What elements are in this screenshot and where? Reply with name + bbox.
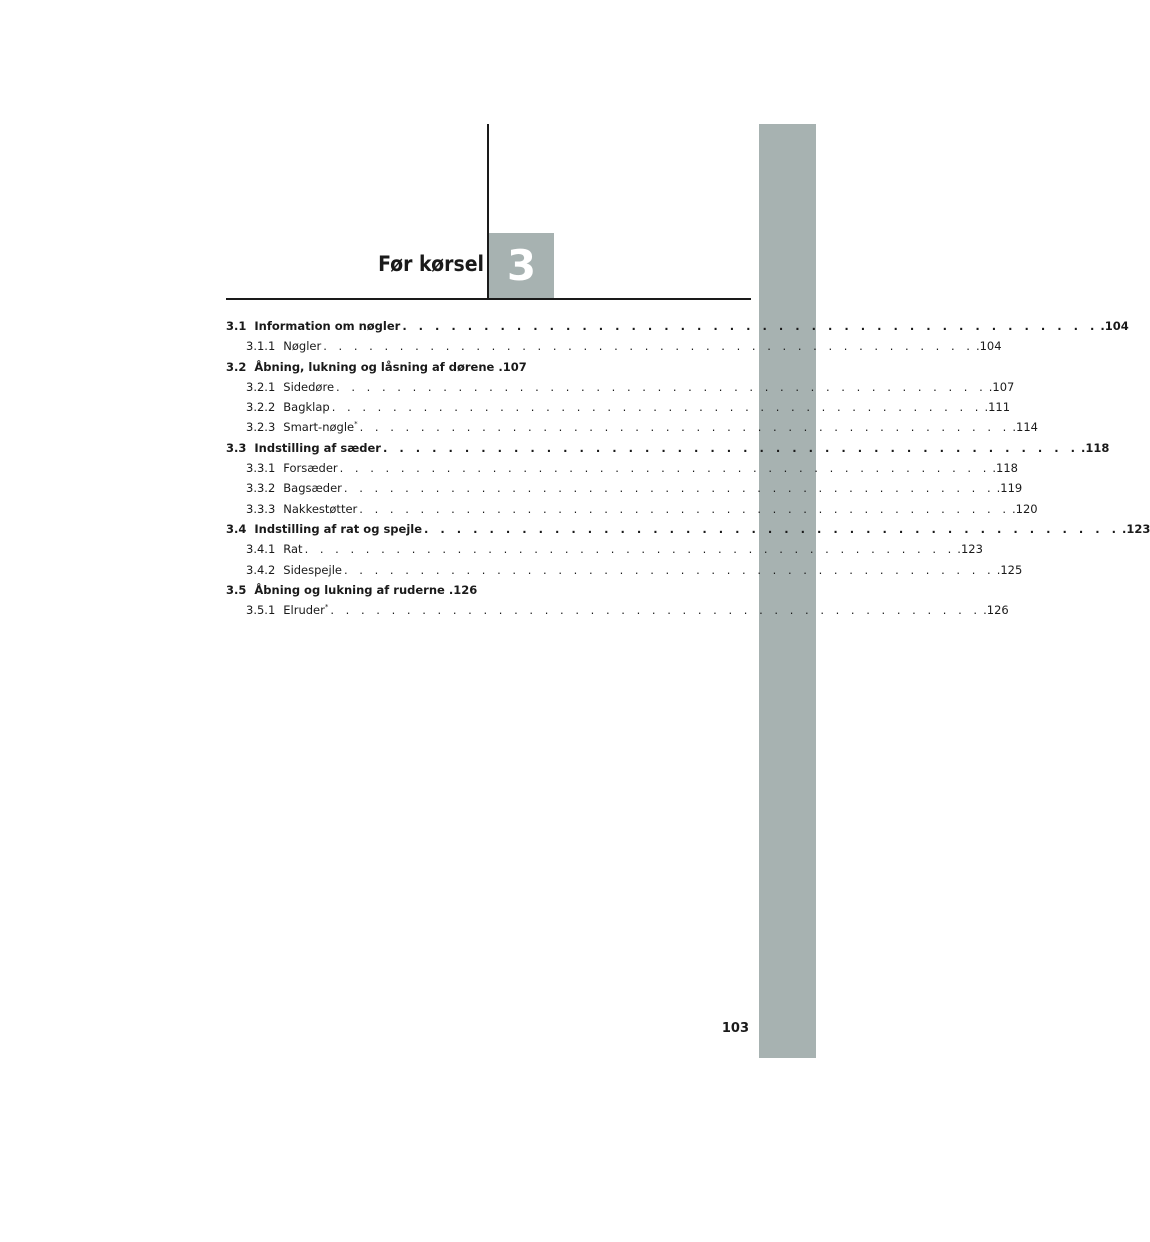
toc-entry-label-text: Indstilling af sæder <box>254 440 381 455</box>
toc-entry-page: .120 <box>1012 501 1038 516</box>
toc-entry[interactable] <box>226 521 1150 542</box>
toc-entry-number: 3.3.2 <box>246 481 276 496</box>
toc-entry[interactable] <box>226 603 1009 623</box>
toc-entry[interactable] <box>226 319 1129 339</box>
toc-entry-number: 3.2 <box>226 359 247 374</box>
toc-entry-page: .125 <box>996 562 1023 577</box>
toc-entry-number: 3.2.3 <box>246 420 276 435</box>
toc-entry-label <box>254 441 381 455</box>
toc-entry-number: 3.3.1 <box>246 461 276 476</box>
toc-entry-label <box>283 502 357 516</box>
toc-entry[interactable] <box>226 420 1038 440</box>
toc-entry-number: 3.3.3 <box>246 501 276 516</box>
toc-entry-number: 3.2.1 <box>246 379 276 394</box>
table-of-contents <box>226 319 1150 623</box>
toc-entry-label-text: Smart-nøgle <box>283 420 355 435</box>
toc-entry-label <box>254 522 422 536</box>
toc-entry-label-text: Forsæder <box>283 461 338 476</box>
toc-entry-number: 3.4 <box>226 521 247 536</box>
toc-leader-dots <box>340 461 991 475</box>
toc-entry-label <box>254 583 444 597</box>
toc-entry-number: 3.1 <box>226 319 247 333</box>
toc-entry-label-text: Sidedøre <box>283 379 335 394</box>
toc-entry[interactable] <box>226 582 478 603</box>
chapter-title: Før kørsel <box>378 252 484 276</box>
toc-entry-number: 3.1.1 <box>246 339 276 354</box>
toc-entry-label <box>254 319 400 333</box>
toc-entry[interactable] <box>226 542 983 562</box>
toc-entry-page: .111 <box>984 400 1011 415</box>
toc-entry-label <box>283 563 342 577</box>
toc-leader-dots <box>360 420 1011 434</box>
toc-entry-label <box>283 461 337 475</box>
toc-entry-page: .107 <box>988 379 1015 394</box>
toc-entry-label <box>283 603 328 617</box>
chapter-number-badge <box>489 233 554 298</box>
toc-entry-label-text: Åbning, lukning og låsning af dørene <box>254 359 495 374</box>
toc-entry-label <box>283 339 321 353</box>
toc-entry-page: .118 <box>1081 440 1110 455</box>
toc-leader-dots <box>344 563 995 577</box>
toc-leader-dots <box>305 542 956 556</box>
toc-entry-label-text: Elruder <box>283 603 325 618</box>
header-horizontal-rule <box>226 298 751 300</box>
toc-leader-dots <box>330 603 981 617</box>
toc-entry[interactable] <box>226 461 1018 481</box>
toc-entry-number: 3.5.1 <box>246 603 276 618</box>
toc-entry-label-text: Nakkestøtter <box>283 501 358 516</box>
toc-entry[interactable] <box>226 400 1011 420</box>
toc-leader-dots <box>424 522 1120 536</box>
toc-entry-label-text: Åbning og lukning af ruderne <box>254 582 445 597</box>
toc-entry-number: 3.5 <box>226 582 247 597</box>
toc-entry-page: .104 <box>1100 319 1129 333</box>
toc-entry-label <box>283 542 302 556</box>
toc-entry[interactable] <box>226 481 1023 501</box>
toc-entry-label <box>283 420 357 434</box>
toc-entry-number: 3.4.2 <box>246 562 276 577</box>
toc-entry-page: .107 <box>498 359 527 374</box>
toc-entry-number: 3.2.2 <box>246 400 276 415</box>
page-number: 103 <box>721 1021 749 1036</box>
toc-entry-page: .123 <box>957 542 983 557</box>
toc-entry-label <box>254 360 494 374</box>
chapter-number: 3 <box>506 241 537 290</box>
toc-leader-dots <box>336 380 987 394</box>
toc-entry-label-text: Bagsæder <box>283 481 342 496</box>
toc-leader-dots <box>383 441 1079 455</box>
toc-leader-dots <box>344 481 995 495</box>
toc-entry[interactable] <box>226 562 1023 583</box>
toc-leader-dots <box>323 339 974 353</box>
toc-entry-label-text: Bagklap <box>283 400 330 415</box>
toc-entry[interactable] <box>226 339 1002 359</box>
toc-leader-dots <box>359 502 1010 516</box>
toc-entry-label <box>283 400 329 414</box>
toc-entry[interactable] <box>226 440 1110 461</box>
toc-entry-label-text: Sidespejle <box>283 562 342 577</box>
toc-entry-label-text: Rat <box>283 542 303 557</box>
toc-entry-page: .118 <box>992 461 1018 476</box>
toc-leader-dots <box>402 319 1098 333</box>
toc-entry-page: .119 <box>996 481 1023 496</box>
toc-entry-label <box>283 481 342 495</box>
toc-entry-number: 3.3 <box>226 440 247 455</box>
side-chapter-tab <box>759 124 816 1058</box>
toc-entry-page: .104 <box>975 339 1002 354</box>
toc-entry-page: .126 <box>983 603 1009 618</box>
toc-entry[interactable] <box>226 379 1015 400</box>
toc-entry-label-text: Nøgler <box>283 339 322 354</box>
toc-entry-label-text: Indstilling af rat og spejle <box>254 521 423 536</box>
asterisk-marker: * <box>324 603 329 612</box>
toc-entry-page: .114 <box>1012 420 1038 435</box>
toc-entry-label <box>283 380 334 394</box>
toc-entry-label-text: Information om nøgler <box>254 319 401 333</box>
asterisk-marker: * <box>354 420 358 429</box>
toc-leader-dots <box>332 400 983 414</box>
toc-entry[interactable] <box>226 501 1038 522</box>
toc-entry-page: .123 <box>1122 521 1150 536</box>
toc-entry[interactable] <box>226 359 527 380</box>
toc-entry-number: 3.4.1 <box>246 542 276 557</box>
toc-entry-page: .126 <box>448 582 478 597</box>
